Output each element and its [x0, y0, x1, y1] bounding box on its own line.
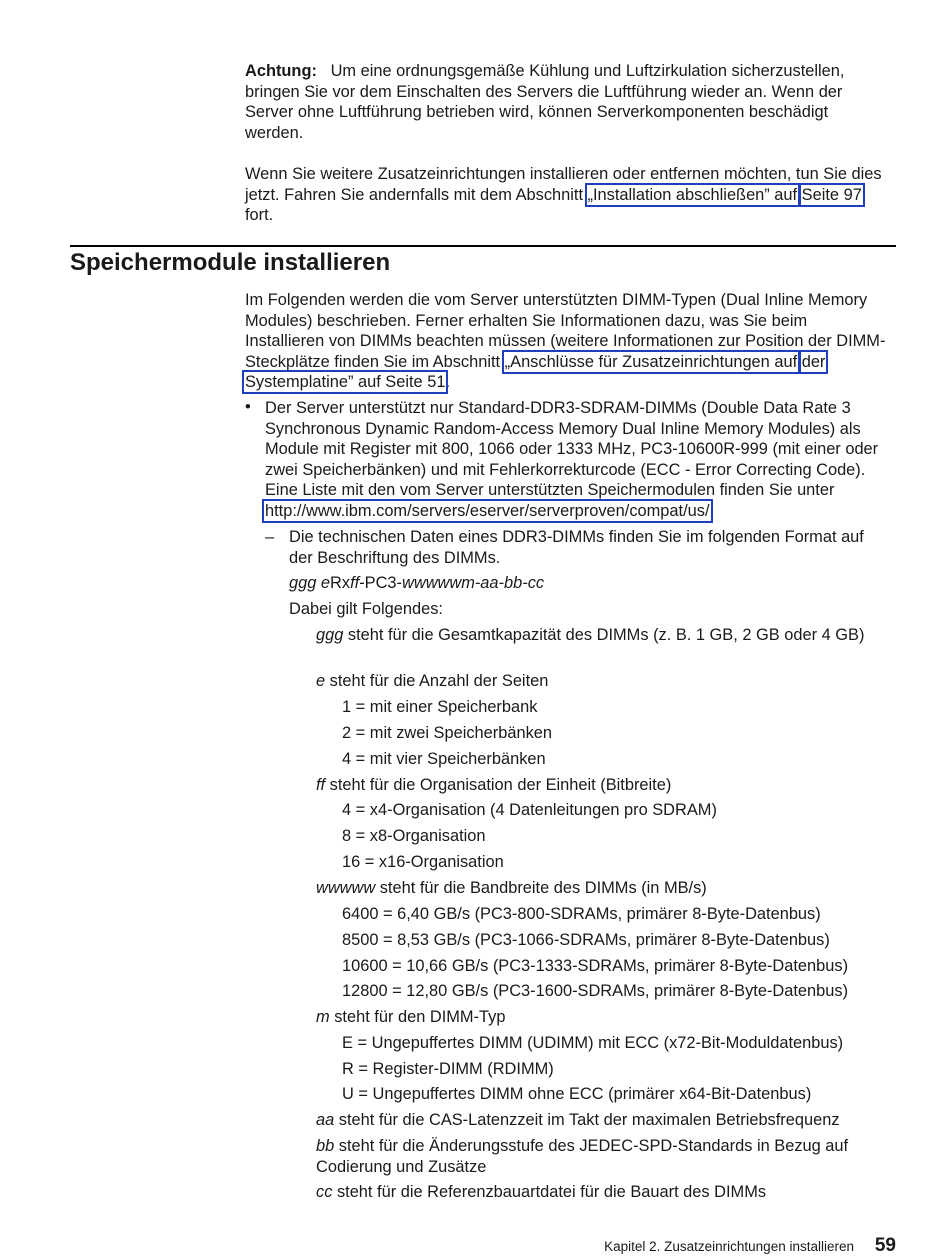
def-wwwww-item: 8500 = 8,53 GB/s (PC3-1066-SDRAMs, primärer 8-Byte-Datenbus)	[342, 931, 830, 949]
def-e-item: 1 = mit einer Speicherbank	[342, 698, 538, 716]
link-installation-abschliessen[interactable]: „Installation abschließen” auf	[587, 185, 798, 204]
paragraph-tail: fort.	[245, 206, 274, 225]
attention-text: Um eine ordnungsgemäße Kühlung und Luftzirkulation sicherzustellen, bringen Sie vor dem Einschalten des Servers die Luftführung wieder an. Wenn der Server ohne Luftführung betrieben wird, können Serverkomponenten beschädigt werden.	[245, 62, 845, 142]
def-m-item: E = Ungepuffertes DIMM (UDIMM) mit ECC (x72-Bit-Moduldatenbus)	[342, 1034, 844, 1052]
footer-chapter: Kapitel 2. Zusatzeinrichtungen installieren	[604, 1239, 854, 1254]
dash-text: Die technischen Daten eines DDR3-DIMMs finden Sie im folgenden Format auf der Beschriftung des DIMMs.	[289, 528, 864, 567]
bullet-tail: .	[709, 501, 715, 520]
link-anschluesse[interactable]: „Anschlüsse für Zusatzeinrichtungen auf	[504, 352, 798, 371]
def-e-item: 2 = mit zwei Speicherbänken	[342, 724, 553, 742]
bullet-item	[265, 398, 893, 522]
def-m: m steht für den DIMM-Typ	[316, 1008, 506, 1026]
bullet-marker: •	[245, 398, 251, 416]
bullet-text: Der Server unterstützt nur Standard-DDR3-SDRAM-DIMMs (Double Data Rate 3 Synchronous Dynamic Random-Access Memory Dual Inline Memory Modules) als Module mit Register mit 800, 1066 oder 1333 MHz, PC3-10600R-999 (mit einer oder zwei Speicherbänken) und mit Fehlerkorrekturcode (ECC - Error Correcting Code). Eine Liste mit den vom Server unterstützten Speichermodulen finden Sie unter	[265, 399, 879, 500]
continue-paragraph	[245, 164, 890, 226]
section-heading: Speichermodule installieren	[70, 249, 391, 276]
section-divider	[70, 245, 896, 247]
where-label: Dabei gilt Folgendes:	[289, 600, 443, 618]
def-m-item: U = Ungepuffertes DIMM ohne ECC (primärer x64-Bit-Datenbus)	[342, 1085, 812, 1103]
dimm-format: ggg eRxff-PC3-wwwwwm-aa-bb-cc	[289, 574, 545, 592]
def-cc: cc steht für die Referenzbauartdatei für die Bauart des DIMMs	[316, 1183, 767, 1201]
link-serverproven[interactable]: http://www.ibm.com/servers/eserver/serverproven/compat/us/	[265, 501, 710, 520]
def-ff-item: 8 = x8-Organisation	[342, 827, 486, 845]
def-m-item: R = Register-DIMM (RDIMM)	[342, 1060, 554, 1078]
def-wwwww-item: 12800 = 12,80 GB/s (PC3-1600-SDRAMs, primärer 8-Byte-Datenbus)	[342, 982, 849, 1000]
intro-text: Im Folgenden werden die vom Server unterstützten DIMM-Typen (Dual Inline Memory Modules) beschrieben. Ferner erhalten Sie Informationen dazu, was Sie beim Installieren von DIMMs beachten müssen (weitere Informationen zur Position der DIMM-Steckplätze finden Sie im Abschnitt	[245, 291, 886, 371]
intro-tail: .	[445, 373, 451, 392]
def-ff-item: 16 = x16-Organisation	[342, 853, 504, 871]
dash-marker: –	[265, 528, 275, 546]
link-seite-51[interactable]: der Systemplatine” auf Seite 51	[245, 352, 826, 392]
def-wwwww-item: 10600 = 10,66 GB/s (PC3-1333-SDRAMs, primärer 8-Byte-Datenbus)	[342, 957, 849, 975]
page-number: 59	[874, 1235, 896, 1256]
def-e-item: 4 = mit vier Speicherbänken	[342, 750, 546, 768]
paragraph-text: Wenn Sie weitere Zusatzeinrichtungen installieren oder entfernen möchten, tun Sie dies jetzt. Fahren Sie andernfalls mit dem Abschnitt	[245, 165, 882, 204]
def-e: e steht für die Anzahl der Seiten	[316, 672, 549, 690]
def-wwwww: wwwww steht für die Bandbreite des DIMMs (in MB/s)	[316, 879, 707, 897]
attention-notice	[245, 61, 890, 143]
intro-paragraph	[245, 290, 890, 393]
def-aa: aa steht für die CAS-Latenzzeit im Takt der maximalen Betriebsfrequenz	[316, 1111, 840, 1129]
def-bb: bb steht für die Änderungsstufe des JEDEC-SPD-Standards in Bezug auf Codierung und Zusätze	[316, 1137, 849, 1176]
def-wwwww-item: 6400 = 6,40 GB/s (PC3-800-SDRAMs, primärer 8-Byte-Datenbus)	[342, 905, 821, 923]
attention-label: Achtung:	[245, 62, 317, 80]
def-ff: ff steht für die Organisation der Einheit (Bitbreite)	[316, 776, 672, 794]
def-ff-item: 4 = x4-Organisation (4 Datenleitungen pro SDRAM)	[342, 801, 717, 819]
def-ggg: ggg steht für die Gesamtkapazität des DIMMs (z. B. 1 GB, 2 GB oder 4 GB)	[316, 626, 865, 644]
link-seite-97[interactable]: Seite 97	[801, 185, 862, 204]
